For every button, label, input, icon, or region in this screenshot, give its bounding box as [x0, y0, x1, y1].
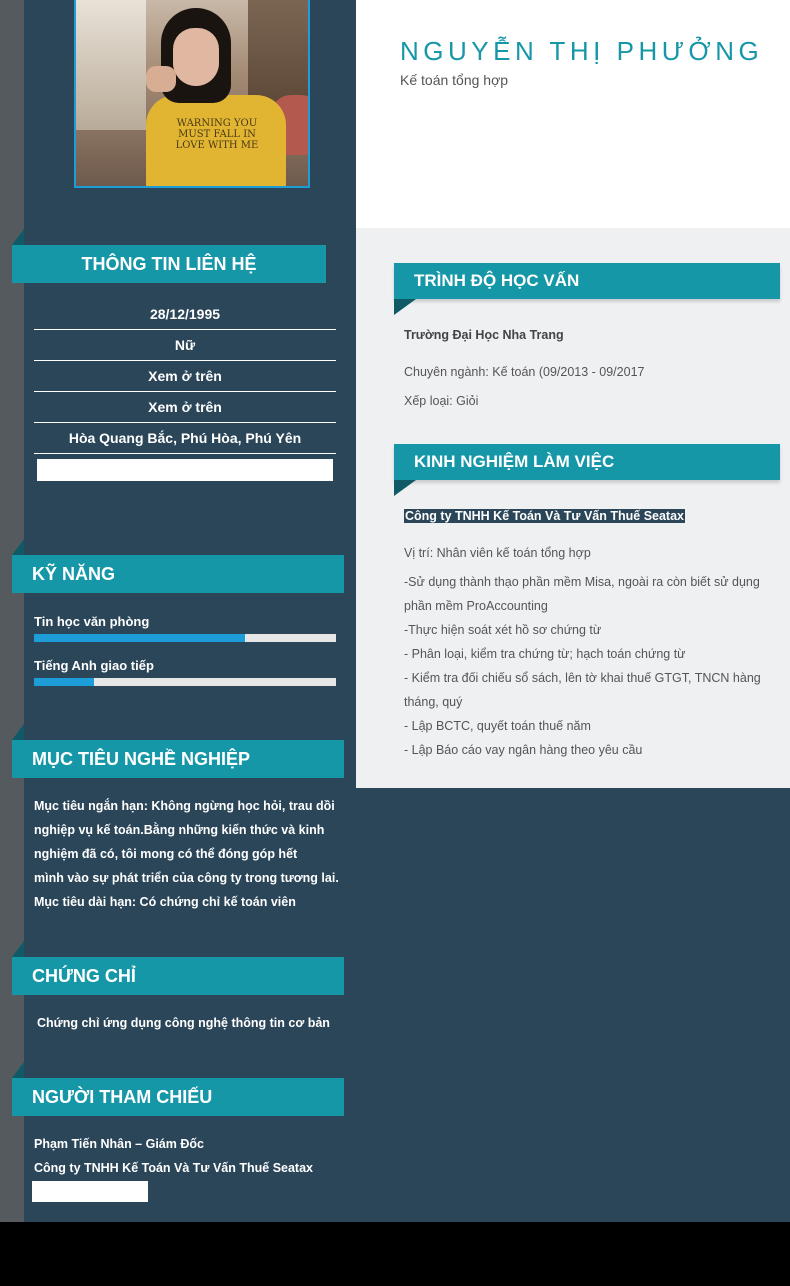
objective-heading-label: MỤC TIÊU NGHỀ NGHIỆP: [32, 749, 251, 769]
certificate-item: Chứng chỉ ứng dụng công nghệ thông tin cơ bản: [37, 1016, 330, 1030]
skill-label: Tin học văn phòng: [34, 614, 150, 629]
experience-duty: phần mềm ProAccounting: [404, 599, 548, 613]
objective-line: Mục tiêu ngắn hạn: Không ngừng học hỏi, trau dồi: [34, 799, 335, 813]
experience-duty: - Lập BCTC, quyết toán thuế năm: [404, 719, 591, 733]
objective-line: mình vào sự phát triển của công ty trong tương lai.: [34, 871, 339, 885]
experience-heading-label: KINH NGHIỆM LÀM VIỆC: [414, 452, 615, 471]
objective-line: nghiệm đã có, tôi mong có thể đóng góp hết: [34, 847, 298, 861]
experience-duty: -Sử dụng thành thạo phần mềm Misa, ngoài ra còn biết sử dụng: [404, 575, 760, 589]
skills-heading-label: KỸ NĂNG: [32, 564, 116, 584]
contact-birthdate: 28/12/1995: [34, 299, 336, 330]
objective-heading: [12, 740, 344, 778]
contact-phone: Xem ở trên: [34, 361, 336, 392]
references-heading: [12, 1078, 344, 1116]
skill-bar: [34, 634, 336, 642]
contact-heading: [12, 245, 326, 283]
experience-heading: [394, 444, 780, 480]
education-heading-label: TRÌNH ĐỘ HỌC VẤN: [414, 271, 580, 290]
education-major: Chuyên ngành: Kế toán (09/2013 - 09/2017: [404, 365, 645, 379]
job-title: Kế toán tổng hợp: [400, 72, 509, 88]
candidate-name: NGUYỄN THỊ PHƯỞNG: [400, 36, 764, 66]
skill-label: Tiếng Anh giao tiếp: [34, 658, 154, 673]
education-grade: Xếp loại: Giỏi: [404, 394, 479, 408]
reference-company: Công ty TNHH Kế Toán Và Tư Vấn Thuế Seatax: [34, 1161, 313, 1175]
main-content-panel: [356, 228, 790, 788]
experience-duty: - Kiểm tra đối chiếu sổ sách, lên tờ khai thuế GTGT, TNCN hàng: [404, 671, 761, 685]
experience-duty: - Lập Báo cáo vay ngân hàng theo yêu cầu: [404, 743, 643, 757]
skill-bar-fill: [34, 678, 94, 686]
experience-duty: - Phân loại, kiểm tra chứng từ; hạch toán chứng từ: [404, 647, 686, 661]
experience-company-name: Công ty TNHH Kế Toán Và Tư Vấn Thuế Seatax: [405, 509, 684, 523]
certificates-heading: [12, 957, 344, 995]
reference-name: Phạm Tiến Nhân – Giám Đốc: [34, 1137, 204, 1151]
contact-heading-label: THÔNG TIN LIÊN HỆ: [81, 254, 257, 274]
objective-line: Mục tiêu dài hạn: Có chứng chỉ kế toán viên: [34, 895, 296, 909]
skills-heading: [12, 555, 344, 593]
objective-line: nghiệp vụ kế toán.Bằng những kiến thức và kinh: [34, 823, 325, 837]
education-school: Trường Đại Học Nha Trang: [404, 328, 564, 342]
certificates-heading-label: CHỨNG CHỈ: [32, 966, 136, 986]
contact-address: Hòa Quang Bắc, Phú Hòa, Phú Yên: [34, 423, 336, 454]
skill-bar: [34, 678, 336, 686]
contact-gender: Nữ: [34, 330, 336, 361]
cv-header: [356, 0, 790, 228]
skill-bar-fill: [34, 634, 245, 642]
experience-company: [404, 509, 685, 523]
page-bottom-margin: [0, 1222, 790, 1286]
experience-position: Vị trí: Nhân viên kế toán tổng hợp: [404, 546, 591, 560]
contact-blank-field: [37, 459, 333, 481]
experience-duty: -Thực hiện soát xét hồ sơ chứng từ: [404, 623, 602, 637]
left-edge-strip: [0, 0, 24, 1222]
references-heading-label: NGƯỜI THAM CHIẾU: [32, 1087, 213, 1107]
experience-duty: tháng, quý: [404, 695, 463, 709]
profile-photo: [74, 0, 310, 188]
contact-email: Xem ở trên: [34, 392, 336, 423]
education-heading: [394, 263, 780, 299]
photo-shirt-text: WARNING YOU MUST FALL IN LOVE WITH ME: [175, 118, 259, 151]
reference-blank-field: [32, 1181, 148, 1202]
